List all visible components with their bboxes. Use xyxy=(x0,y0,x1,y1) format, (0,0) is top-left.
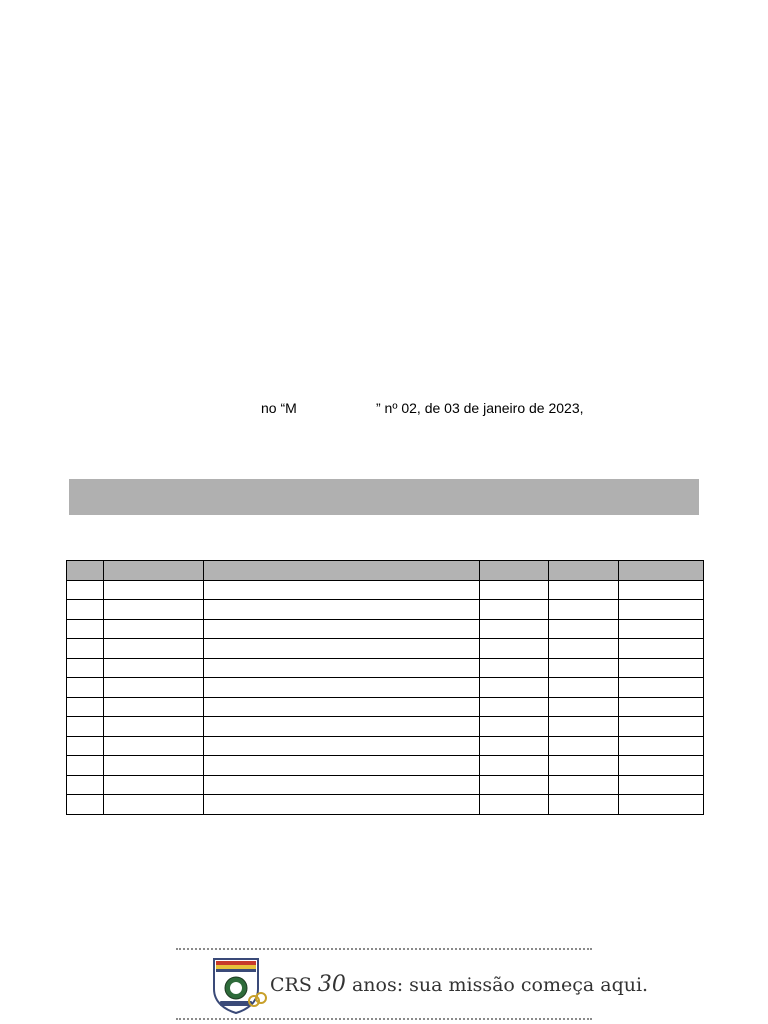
table-cell xyxy=(480,717,549,737)
table-cell xyxy=(67,736,104,756)
table-cell xyxy=(619,756,704,776)
slogan-text: anos: sua missão começa aqui. xyxy=(351,974,649,996)
table-cell xyxy=(67,619,104,639)
table-cell xyxy=(104,717,204,737)
table-cell xyxy=(480,756,549,776)
table-row xyxy=(67,756,704,776)
table-cell xyxy=(549,580,619,600)
table-cell xyxy=(480,580,549,600)
table-cell xyxy=(104,775,204,795)
table-cell xyxy=(619,717,704,737)
table-row xyxy=(67,717,704,737)
table-cell xyxy=(619,639,704,659)
table-cell xyxy=(204,697,480,717)
table-row xyxy=(67,795,704,815)
table-cell xyxy=(480,795,549,815)
table-cell xyxy=(104,736,204,756)
slogan-brand: CRS xyxy=(270,974,312,996)
crs-emblem-icon xyxy=(208,955,268,1015)
table-cell xyxy=(549,600,619,620)
table-row xyxy=(67,658,704,678)
table-cell xyxy=(549,639,619,659)
table-cell xyxy=(104,600,204,620)
table-cell xyxy=(480,775,549,795)
table-cell xyxy=(619,795,704,815)
table-cell xyxy=(104,580,204,600)
table-cell xyxy=(204,639,480,659)
table-row xyxy=(67,619,704,639)
table-cell xyxy=(480,697,549,717)
table-cell xyxy=(619,736,704,756)
table-row xyxy=(67,697,704,717)
table-row xyxy=(67,775,704,795)
dotted-divider-bottom xyxy=(176,1018,592,1020)
table-cell xyxy=(619,600,704,620)
table-cell xyxy=(480,658,549,678)
table-header-cell xyxy=(104,561,204,581)
table-header-cell xyxy=(480,561,549,581)
table-cell xyxy=(204,795,480,815)
text-fragment-1: no “M xyxy=(261,400,297,416)
table-row xyxy=(67,600,704,620)
table-row xyxy=(67,580,704,600)
dotted-divider-top xyxy=(176,948,592,950)
table-cell xyxy=(204,619,480,639)
table-cell xyxy=(204,580,480,600)
table-cell xyxy=(480,678,549,698)
table-cell xyxy=(549,619,619,639)
table-cell xyxy=(204,717,480,737)
section-banner xyxy=(69,479,699,515)
table-cell xyxy=(549,717,619,737)
table-cell xyxy=(104,639,204,659)
table-header-cell xyxy=(619,561,704,581)
table-row xyxy=(67,678,704,698)
table-cell xyxy=(104,619,204,639)
table-cell xyxy=(67,697,104,717)
table-cell xyxy=(619,658,704,678)
table-cell xyxy=(619,619,704,639)
table-cell xyxy=(480,600,549,620)
table-cell xyxy=(480,639,549,659)
table-header-cell xyxy=(67,561,104,581)
table-cell xyxy=(67,678,104,698)
table-cell xyxy=(67,775,104,795)
table-cell xyxy=(104,678,204,698)
table-cell xyxy=(619,697,704,717)
table-cell xyxy=(204,736,480,756)
data-table xyxy=(66,560,704,815)
table-row xyxy=(67,639,704,659)
footer-slogan xyxy=(270,972,648,997)
table-cell xyxy=(67,756,104,776)
table-cell xyxy=(104,658,204,678)
table-cell xyxy=(204,600,480,620)
table-header-cell xyxy=(549,561,619,581)
table-cell xyxy=(549,658,619,678)
table-cell xyxy=(480,736,549,756)
text-fragment-2: ” nº 02, de 03 de janeiro de 2023, xyxy=(376,400,584,416)
table-header-cell xyxy=(204,561,480,581)
table-cell xyxy=(204,678,480,698)
table-cell xyxy=(619,678,704,698)
table-cell xyxy=(67,580,104,600)
table-cell xyxy=(67,639,104,659)
table-cell xyxy=(549,756,619,776)
table-cell xyxy=(549,795,619,815)
table-cell xyxy=(104,795,204,815)
table-cell xyxy=(619,580,704,600)
table-row xyxy=(67,736,704,756)
table-cell xyxy=(204,658,480,678)
table-header-row xyxy=(67,561,704,581)
table-cell xyxy=(619,775,704,795)
table-cell xyxy=(204,756,480,776)
table-cell xyxy=(67,717,104,737)
slogan-anniversary: 30 xyxy=(317,972,346,997)
table-cell xyxy=(67,795,104,815)
table-cell xyxy=(204,775,480,795)
table-cell xyxy=(549,736,619,756)
table-cell xyxy=(104,756,204,776)
table-cell xyxy=(549,775,619,795)
footer xyxy=(176,945,649,1023)
table-cell xyxy=(67,658,104,678)
table-cell xyxy=(67,600,104,620)
document-text-line xyxy=(0,399,768,417)
table-cell xyxy=(104,697,204,717)
table-cell xyxy=(549,678,619,698)
table-cell xyxy=(480,619,549,639)
table-cell xyxy=(549,697,619,717)
